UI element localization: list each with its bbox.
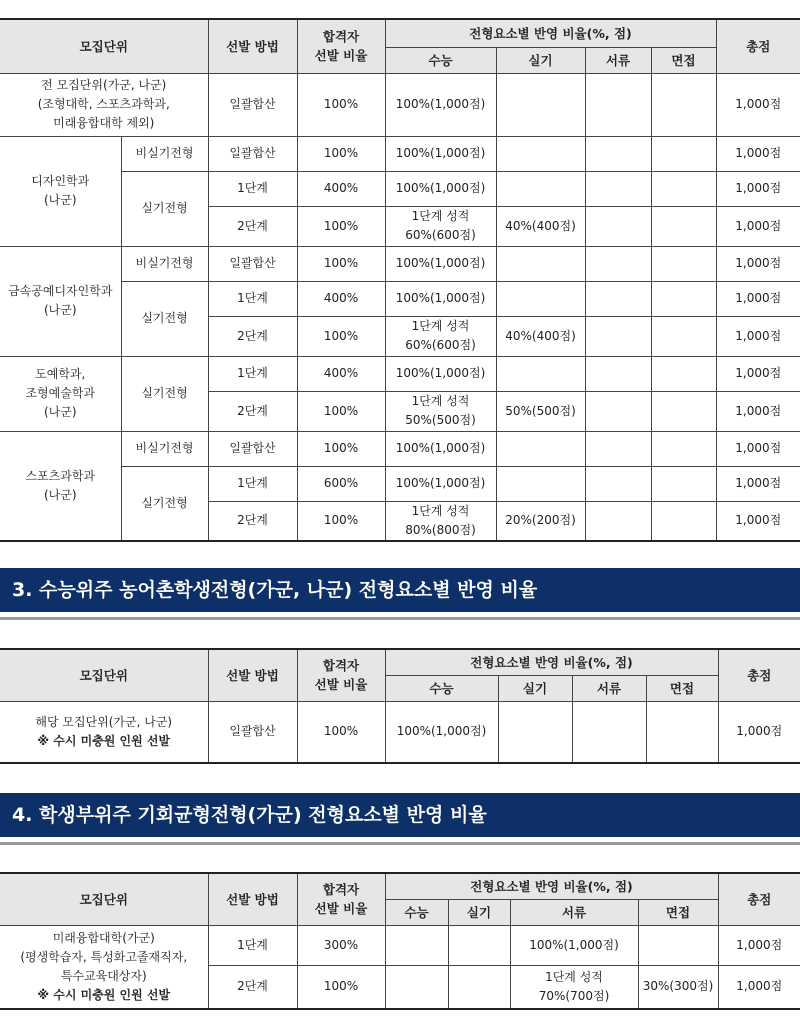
unit-cell [0, 925, 208, 1009]
method-cell: 2단계 [208, 206, 297, 246]
ratio-cell: 600% [297, 466, 385, 501]
seoryu-cell [572, 701, 646, 763]
seoryu-cell [585, 136, 651, 171]
admission-table-1 [0, 18, 800, 542]
header-unit: 모집단위 [0, 19, 208, 73]
total-cell: 1,000점 [716, 171, 800, 206]
suneung-cell [385, 965, 448, 1009]
header-ratio: 합격자 선발 비율 [297, 873, 385, 925]
table-row [0, 701, 800, 763]
header-ratio: 합격자 선발 비율 [297, 19, 385, 73]
type-cell: 비실기전형 [121, 246, 208, 281]
ratio-cell: 400% [297, 171, 385, 206]
myeonjeop-cell [651, 73, 716, 136]
unit-text: 미래융합대학(가군) (평생학습자, 특성화고졸재직자, 특수교육대상자) [20, 930, 188, 983]
silgi-cell: 20%(200점) [496, 501, 585, 541]
ratio-cell: 100% [297, 206, 385, 246]
seoryu-cell: 1단계 성적 70%(700점) [510, 965, 638, 1009]
ratio-cell: 300% [297, 925, 385, 965]
total-cell: 1,000점 [716, 73, 800, 136]
total-cell: 1,000점 [716, 466, 800, 501]
suneung-cell: 100%(1,000점) [385, 136, 496, 171]
myeonjeop-cell [651, 136, 716, 171]
suneung-cell: 100%(1,000점) [385, 356, 496, 391]
suneung-cell: 1단계 성적 60%(600점) [385, 316, 496, 356]
header-suneung: 수능 [385, 47, 496, 73]
total-cell: 1,000점 [718, 965, 800, 1009]
divider [0, 617, 800, 620]
header-silgi: 실기 [498, 675, 572, 701]
silgi-cell [496, 73, 585, 136]
method-cell: 2단계 [208, 501, 297, 541]
ratio-cell: 400% [297, 281, 385, 316]
silgi-cell: 50%(500점) [496, 391, 585, 431]
method-cell: 일괄합산 [208, 73, 297, 136]
unit-text: 해당 모집단위(가군, 나군) [35, 714, 173, 729]
method-cell: 1단계 [208, 356, 297, 391]
myeonjeop-cell [646, 701, 718, 763]
suneung-cell [385, 925, 448, 965]
method-cell: 일괄합산 [208, 136, 297, 171]
silgi-cell: 40%(400점) [496, 206, 585, 246]
ratio-cell: 100% [297, 73, 385, 136]
suneung-cell: 1단계 성적 50%(500점) [385, 391, 496, 431]
seoryu-cell [585, 356, 651, 391]
header-unit: 모집단위 [0, 873, 208, 925]
suneung-cell: 100%(1,000점) [385, 701, 498, 763]
ratio-cell: 100% [297, 316, 385, 356]
ratio-cell: 100% [297, 501, 385, 541]
silgi-cell: 40%(400점) [496, 316, 585, 356]
method-cell: 2단계 [208, 965, 297, 1009]
silgi-cell [448, 965, 510, 1009]
header-myeonjeop: 면접 [638, 899, 718, 925]
ratio-cell: 400% [297, 356, 385, 391]
silgi-cell [496, 356, 585, 391]
admission-table-4 [0, 872, 800, 1010]
seoryu-cell [585, 466, 651, 501]
seoryu-cell [585, 281, 651, 316]
section-4-title: 4. 학생부위주 기회균형전형(가군) 전형요소별 반영 비율 [0, 793, 800, 837]
type-cell: 실기전형 [121, 356, 208, 431]
method-cell: 일괄합산 [208, 431, 297, 466]
ratio-cell: 100% [297, 136, 385, 171]
suneung-cell: 100%(1,000점) [385, 246, 496, 281]
header-group: 전형요소별 반영 비율(%, 점) [385, 19, 716, 47]
myeonjeop-cell [651, 246, 716, 281]
unit-note: ※ 수시 미충원 인원 선발 [37, 733, 171, 748]
header-method: 선발 방법 [208, 649, 297, 701]
header-group: 전형요소별 반영 비율(%, 점) [385, 649, 718, 675]
header-method: 선발 방법 [208, 873, 297, 925]
silgi-cell [448, 925, 510, 965]
table-row [0, 246, 800, 281]
type-cell: 실기전형 [121, 466, 208, 541]
seoryu-cell [585, 316, 651, 356]
header-total: 총점 [716, 19, 800, 73]
header-myeonjeop: 면접 [651, 47, 716, 73]
suneung-cell: 100%(1,000점) [385, 431, 496, 466]
seoryu-cell [585, 391, 651, 431]
suneung-cell: 100%(1,000점) [385, 171, 496, 206]
header-seoryu: 서류 [585, 47, 651, 73]
method-cell: 1단계 [208, 281, 297, 316]
ratio-cell: 100% [297, 431, 385, 466]
admission-table-3 [0, 648, 800, 764]
total-cell: 1,000점 [716, 431, 800, 466]
silgi-cell [496, 281, 585, 316]
header-total: 총점 [718, 873, 800, 925]
unit-cell: 도예학과, 조형예술학과 (나군) [0, 356, 121, 431]
method-cell: 1단계 [208, 925, 297, 965]
silgi-cell [496, 431, 585, 466]
silgi-cell [496, 246, 585, 281]
header-total: 총점 [718, 649, 800, 701]
table-row [0, 356, 800, 391]
myeonjeop-cell [651, 501, 716, 541]
method-cell: 1단계 [208, 171, 297, 206]
unit-cell: 디자인학과 (나군) [0, 136, 121, 246]
method-cell: 일괄합산 [208, 701, 297, 763]
ratio-cell: 100% [297, 701, 385, 763]
table-row [0, 431, 800, 466]
unit-cell [0, 701, 208, 763]
seoryu-cell [585, 501, 651, 541]
myeonjeop-cell [651, 466, 716, 501]
seoryu-cell [585, 206, 651, 246]
suneung-cell: 100%(1,000점) [385, 281, 496, 316]
total-cell: 1,000점 [718, 925, 800, 965]
total-cell: 1,000점 [716, 281, 800, 316]
unit-note: ※ 수시 미충원 인원 선발 [37, 987, 171, 1002]
suneung-cell: 100%(1,000점) [385, 73, 496, 136]
silgi-cell [496, 136, 585, 171]
table-row [0, 925, 800, 965]
total-cell: 1,000점 [716, 391, 800, 431]
type-cell: 실기전형 [121, 281, 208, 356]
ratio-cell: 100% [297, 391, 385, 431]
header-seoryu: 서류 [572, 675, 646, 701]
myeonjeop-cell: 30%(300점) [638, 965, 718, 1009]
total-cell: 1,000점 [716, 136, 800, 171]
suneung-cell: 1단계 성적 60%(600점) [385, 206, 496, 246]
seoryu-cell [585, 73, 651, 136]
total-cell: 1,000점 [716, 206, 800, 246]
header-suneung: 수능 [385, 899, 448, 925]
total-cell: 1,000점 [716, 246, 800, 281]
myeonjeop-cell [651, 391, 716, 431]
method-cell: 2단계 [208, 316, 297, 356]
ratio-cell: 100% [297, 246, 385, 281]
header-group: 전형요소별 반영 비율(%, 점) [385, 873, 718, 899]
silgi-cell [496, 466, 585, 501]
header-silgi: 실기 [448, 899, 510, 925]
method-cell: 일괄합산 [208, 246, 297, 281]
silgi-cell [498, 701, 572, 763]
header-seoryu: 서류 [510, 899, 638, 925]
myeonjeop-cell [651, 316, 716, 356]
header-silgi: 실기 [496, 47, 585, 73]
unit-cell: 금속공예디자인학과 (나군) [0, 246, 121, 356]
myeonjeop-cell [638, 925, 718, 965]
divider [0, 842, 800, 845]
unit-cell: 전 모집단위(가군, 나군) (조형대학, 스포츠과학과, 미래융합대학 제외) [0, 73, 208, 136]
total-cell: 1,000점 [716, 356, 800, 391]
header-myeonjeop: 면접 [646, 675, 718, 701]
unit-cell: 스포츠과학과 (나군) [0, 431, 121, 541]
myeonjeop-cell [651, 356, 716, 391]
suneung-cell: 100%(1,000점) [385, 466, 496, 501]
section-3-title: 3. 수능위주 농어촌학생전형(가군, 나군) 전형요소별 반영 비율 [0, 568, 800, 612]
table-row [0, 136, 800, 171]
header-suneung: 수능 [385, 675, 498, 701]
myeonjeop-cell [651, 431, 716, 466]
method-cell: 2단계 [208, 391, 297, 431]
table-row [0, 73, 800, 136]
header-unit: 모집단위 [0, 649, 208, 701]
seoryu-cell: 100%(1,000점) [510, 925, 638, 965]
type-cell: 실기전형 [121, 171, 208, 246]
total-cell: 1,000점 [716, 501, 800, 541]
myeonjeop-cell [651, 171, 716, 206]
ratio-cell: 100% [297, 965, 385, 1009]
silgi-cell [496, 171, 585, 206]
seoryu-cell [585, 246, 651, 281]
method-cell: 1단계 [208, 466, 297, 501]
seoryu-cell [585, 171, 651, 206]
type-cell: 비실기전형 [121, 431, 208, 466]
total-cell: 1,000점 [718, 701, 800, 763]
type-cell: 비실기전형 [121, 136, 208, 171]
header-method: 선발 방법 [208, 19, 297, 73]
header-ratio: 합격자 선발 비율 [297, 649, 385, 701]
seoryu-cell [585, 431, 651, 466]
myeonjeop-cell [651, 281, 716, 316]
suneung-cell: 1단계 성적 80%(800점) [385, 501, 496, 541]
total-cell: 1,000점 [716, 316, 800, 356]
myeonjeop-cell [651, 206, 716, 246]
